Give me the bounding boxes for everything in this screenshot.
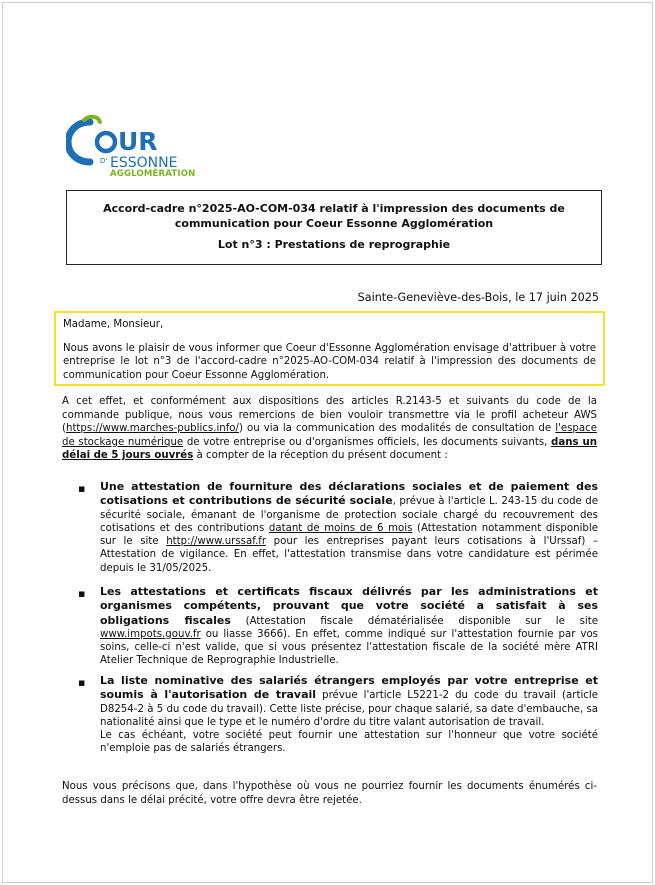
coeur-essonne-logo <box>66 114 216 184</box>
intro-box <box>54 311 605 386</box>
document-title: Accord-cadre n°2025-AO-COM-034 relatif à l'impression des documents de communication pour Coeur Essonne Agglomération <box>103 202 565 230</box>
logo-prefix: D' <box>100 157 108 165</box>
list-item-text <box>100 585 598 668</box>
request-paragraph <box>62 395 597 463</box>
list-item-heading: La liste nominative des salariés étrangers employés par votre entreprise et soumis à l'autorisation de travail <box>100 674 598 702</box>
logo-word: UR <box>118 127 158 156</box>
text-underlined: datant de moins de 6 mois <box>268 522 413 534</box>
text: prévue l'article L5221-2 du code du travail (article D8254-2 à 5 du code du travail). Cette liste précise, pour chaque salarié, sa date d'embauche, sa nationalité ainsi que le type et le numéro d'ordre du titre valant autorisation de travail. <box>100 690 598 728</box>
text: A cet effet, et conformément aux dispositions des articles R.2143-5 et suivants du code de la commande publique, nous vous remercions de bien vouloir transmettre via le profil acheteur AWS ( <box>62 396 597 434</box>
text: , prévue à l'article L. 243-15 du code de sécurité sociale, émanant de l'organisme de protection sociale chargé du recouvrement des cotisations et des contributions <box>100 496 598 534</box>
text: (Attestation fiscale dématérialisée disponible sur le site <box>230 615 598 627</box>
bullet-icon: ▪ <box>78 676 86 689</box>
list-item-text <box>100 674 598 756</box>
text: Le cas échéant, votre société peut fournir une attestation sur l'honneur que votre société n'emploie pas de salariés étrangers. <box>100 730 598 755</box>
title-box <box>66 190 602 265</box>
text: de votre entreprise ou d'organismes officiels, les documents suivants, <box>183 436 552 448</box>
urssaf-link[interactable]: http://www.urssaf.fr <box>166 536 267 548</box>
text: ou liasse 3666). En effet, comme indiqué sur l'attestation fournie par vos soins, celle-ci n'est valide, que si vous présentez l'attestation fiscale de la société mère ATRI Atelier Technique de Reprographie Industrielle. <box>100 628 598 667</box>
closing-paragraph: Nous vous précisons que, dans l'hypothèse où vous ne pourriez fournir les documents énumérés ci-dessus dans le délai précité, votre offre devra être rejetée. <box>62 781 597 806</box>
text: (Attestation notamment disponible sur le site <box>100 522 598 548</box>
text: pour les entreprises payant leurs cotisations à l'Urssaf) – Attestation de vigilance. En effet, l'attestation transmise dans votre candidature est périmée depuis le 31/05/2025. <box>100 536 598 574</box>
deadline-emphasis: dans un délai de 5 jours ouvrés <box>62 436 597 461</box>
bullet-icon: ▪ <box>78 587 86 600</box>
marches-publics-link[interactable]: https://www.marches-publics.info/ <box>65 423 239 434</box>
lot-title: Lot n°3 : Prestations de reprographie <box>217 238 451 251</box>
intro-text: Nous avons le plaisir de vous informer que Coeur d'Essonne Agglomération envisage d'attribuer à votre entreprise le lot n°3 de l'accord-cadre n°2025-AO-COM-034 relatif à l'impression des documents de communication pour Coeur Essonne Agglomération. <box>63 342 596 381</box>
list-item-heading: Une attestation de fourniture des déclarations sociales et de paiement des cotisations et contributions de sécurité sociale <box>100 480 598 508</box>
text: à compter de la réception du présent document : <box>193 450 448 461</box>
text-underlined: l'espace de stockage numérique <box>62 423 597 448</box>
list-item-heading: Les attestations et certificats fiscaux délivrés par les administrations et organismes compétents, prouvant que votre société a satisfait à ses obligations fiscales <box>100 585 598 627</box>
list-item-text <box>100 480 598 575</box>
logo-agglo: AGGLOMÉRATION <box>110 169 196 179</box>
bullet-icon: ▪ <box>78 482 86 495</box>
logo-sub: ESSONNE <box>110 155 178 171</box>
place-date: Sainte-Geneviève-des-Bois, le 17 juin 2025 <box>357 291 599 304</box>
impots-link[interactable]: www.impots.gouv.fr <box>100 628 201 640</box>
text: ) ou via la communication des modalités de consultation de <box>238 423 556 434</box>
salutation: Madame, Monsieur, <box>63 319 164 330</box>
